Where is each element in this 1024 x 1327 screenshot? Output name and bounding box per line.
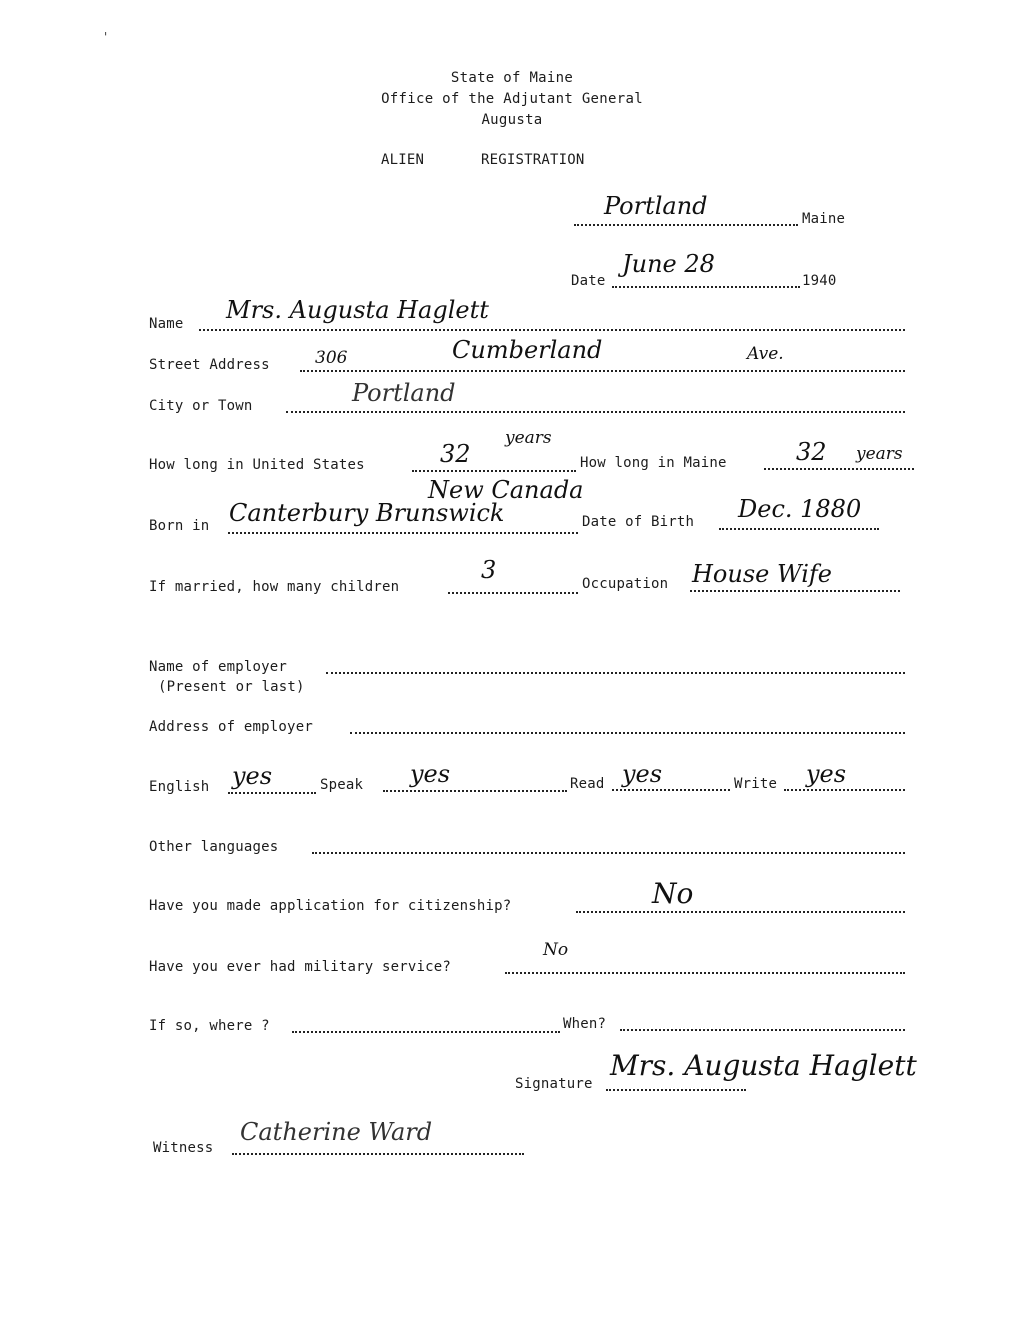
children-field-line — [448, 578, 578, 594]
employer-address-field-line — [350, 718, 905, 734]
read-label: Read — [570, 776, 605, 792]
street-field-line — [300, 356, 905, 372]
us-years-label: How long in United States — [149, 457, 365, 473]
form-title-alien: ALIEN — [381, 152, 425, 168]
header-office: Office of the Adjutant General — [381, 91, 643, 107]
where-field-line — [292, 1017, 560, 1033]
military-label: Have you ever had military service? — [149, 959, 452, 975]
dob-label: Date of Birth — [582, 514, 695, 530]
military-value: No — [543, 940, 569, 960]
header-city: Augusta — [481, 112, 543, 128]
employer-field-line — [326, 658, 905, 674]
read-value: yes — [622, 760, 663, 788]
maine-years-unit: years — [856, 444, 903, 464]
citizenship-value: No — [652, 877, 694, 910]
where-label: If so, where ? — [149, 1018, 270, 1034]
signature-value: Mrs. Augusta Haglett — [610, 1049, 917, 1082]
citizenship-field-line — [576, 897, 905, 913]
english-label: English — [149, 779, 210, 795]
street-number: 306 — [315, 348, 348, 368]
employer-address-label: Address of employer — [149, 719, 313, 735]
name-label: Name — [149, 316, 184, 332]
speak-value: yes — [410, 760, 451, 788]
occupation-label: Occupation — [582, 576, 669, 592]
when-field-line — [620, 1015, 905, 1031]
us-years-field-line — [412, 456, 576, 472]
dob-value: Dec. 1880 — [738, 495, 862, 523]
us-years-value: 32 — [440, 440, 471, 468]
born-label: Born in — [149, 518, 210, 534]
english-value: yes — [232, 762, 273, 790]
citizenship-label: Have you made application for citizenship? — [149, 898, 512, 914]
date-value: June 28 — [622, 250, 715, 278]
signature-label: Signature — [515, 1076, 593, 1092]
born-value: Canterbury Brunswick — [229, 499, 505, 527]
write-label: Write — [734, 776, 778, 792]
employer-sublabel: (Present or last) — [158, 679, 305, 695]
corner-mark: ꞌ — [102, 30, 110, 44]
date-label: Date — [571, 273, 606, 289]
witness-value: Catherine Ward — [240, 1118, 433, 1146]
witness-label: Witness — [153, 1140, 214, 1156]
place-value: Portland — [604, 192, 708, 220]
maine-years-label: How long in Maine — [580, 455, 727, 471]
date-year: 1940 — [802, 273, 837, 289]
street-suffix: Ave. — [747, 344, 784, 364]
employer-label: Name of employer — [149, 659, 288, 675]
header-state: State of Maine — [450, 70, 574, 86]
maine-years-value: 32 — [796, 438, 827, 466]
write-value: yes — [806, 760, 847, 788]
other-languages-label: Other languages — [149, 839, 279, 855]
street-name: Cumberland — [452, 336, 603, 364]
us-years-unit: years — [505, 428, 552, 448]
children-label: If married, how many children — [149, 579, 400, 595]
name-value: Mrs. Augusta Haglett — [226, 296, 489, 324]
born-note: New Canada — [428, 476, 584, 504]
place-suffix: Maine — [802, 211, 846, 227]
city-value: Portland — [352, 379, 456, 407]
street-label: Street Address — [149, 357, 270, 373]
other-languages-field-line — [312, 838, 905, 854]
speak-label: Speak — [320, 777, 364, 793]
when-label: When? — [563, 1016, 607, 1032]
city-label: City or Town — [149, 398, 253, 414]
children-value: 3 — [481, 556, 497, 584]
form-title-registration: REGISTRATION — [481, 152, 585, 168]
military-field-line — [505, 958, 905, 974]
occupation-value: House Wife — [692, 560, 832, 588]
